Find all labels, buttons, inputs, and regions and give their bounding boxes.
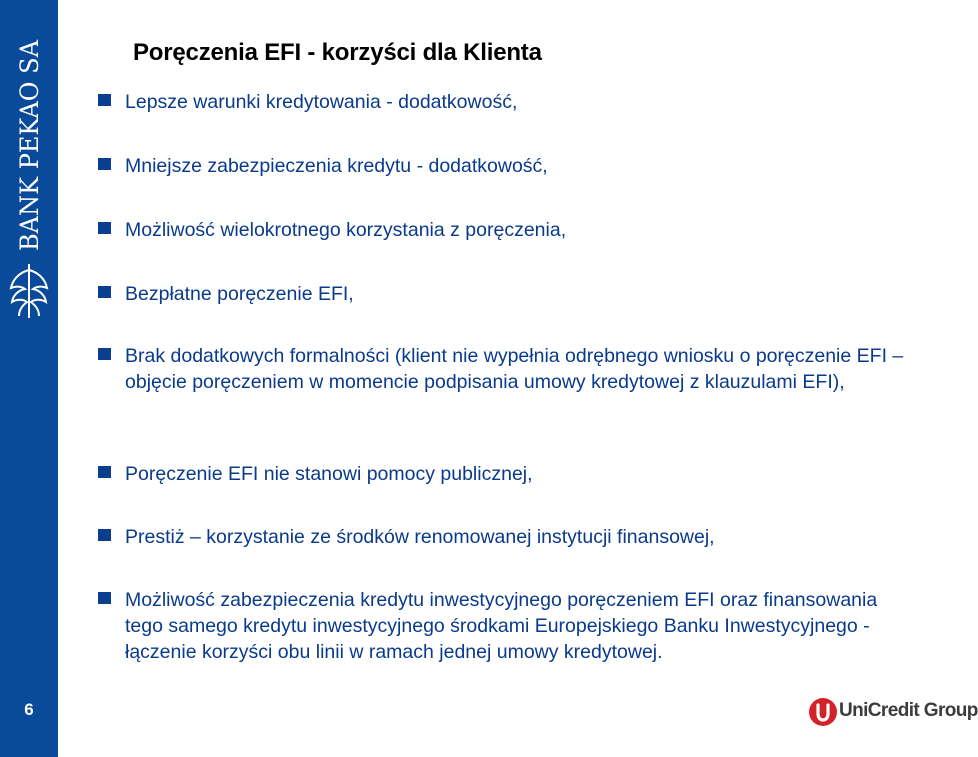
bullet-text: Możliwość zabezpieczenia kredytu inwestycyjnego poręczeniem EFI oraz finansowania tego samego kredytu inwestycyjnego środkami Europejskiego Banku Inwestycyjnego - łączenie korzyści obu linii w ramach jednej umowy kredytowej. (125, 589, 878, 663)
sidebar (0, 0, 58, 757)
bullet-text: Bezpłatne poręczenie EFI, (125, 283, 354, 305)
bullet-marker-icon (98, 158, 111, 170)
bullet-item (98, 343, 910, 395)
bullet-text: Możliwość wielokrotnego korzystania z poręczenia, (125, 219, 567, 241)
unicredit-logo-icon (808, 697, 838, 727)
bullet-item (98, 461, 910, 487)
bullet-text: Brak dodatkowych formalności (klient nie wypełnia odrębnego wniosku o poręczenie EFI – objęcie poręczeniem w momencie podpisania umowy kredytowej z klauzulami EFI), (125, 345, 904, 393)
bullet-item (98, 89, 910, 115)
bullet-text: Mniejsze zabezpieczenia kredytu - dodatkowość, (125, 155, 548, 177)
bullet-item (98, 281, 910, 307)
bullet-marker-icon (98, 286, 111, 298)
bullet-item (98, 587, 910, 665)
bank-name-text: BANK PEKAO SA (15, 31, 44, 251)
bullet-marker-icon (98, 592, 111, 604)
bullet-text: Prestiż – korzystanie ze środków renomowanej instytucji finansowej, (125, 526, 715, 548)
slide-title: Poręczenia EFI - korzyści dla Klienta (133, 39, 542, 66)
bullet-text: Lepsze warunki kredytowania - dodatkowość, (125, 91, 518, 113)
bullet-marker-icon (98, 348, 111, 360)
bank-name-vertical (3, 31, 55, 253)
bullet-item (98, 524, 910, 550)
bullet-marker-icon (98, 94, 111, 106)
bullet-marker-icon (98, 529, 111, 541)
bullet-item (98, 217, 910, 243)
page-number: 6 (24, 700, 34, 719)
bank-pekao-logo-icon (5, 262, 53, 320)
bullet-item (98, 153, 910, 179)
bullet-marker-icon (98, 222, 111, 234)
unicredit-group-logo (808, 695, 978, 731)
unicredit-logo-text: UniCredit Group (839, 700, 978, 721)
bullet-text: Poręczenie EFI nie stanowi pomocy publicznej, (125, 463, 533, 485)
bullet-marker-icon (98, 466, 111, 478)
